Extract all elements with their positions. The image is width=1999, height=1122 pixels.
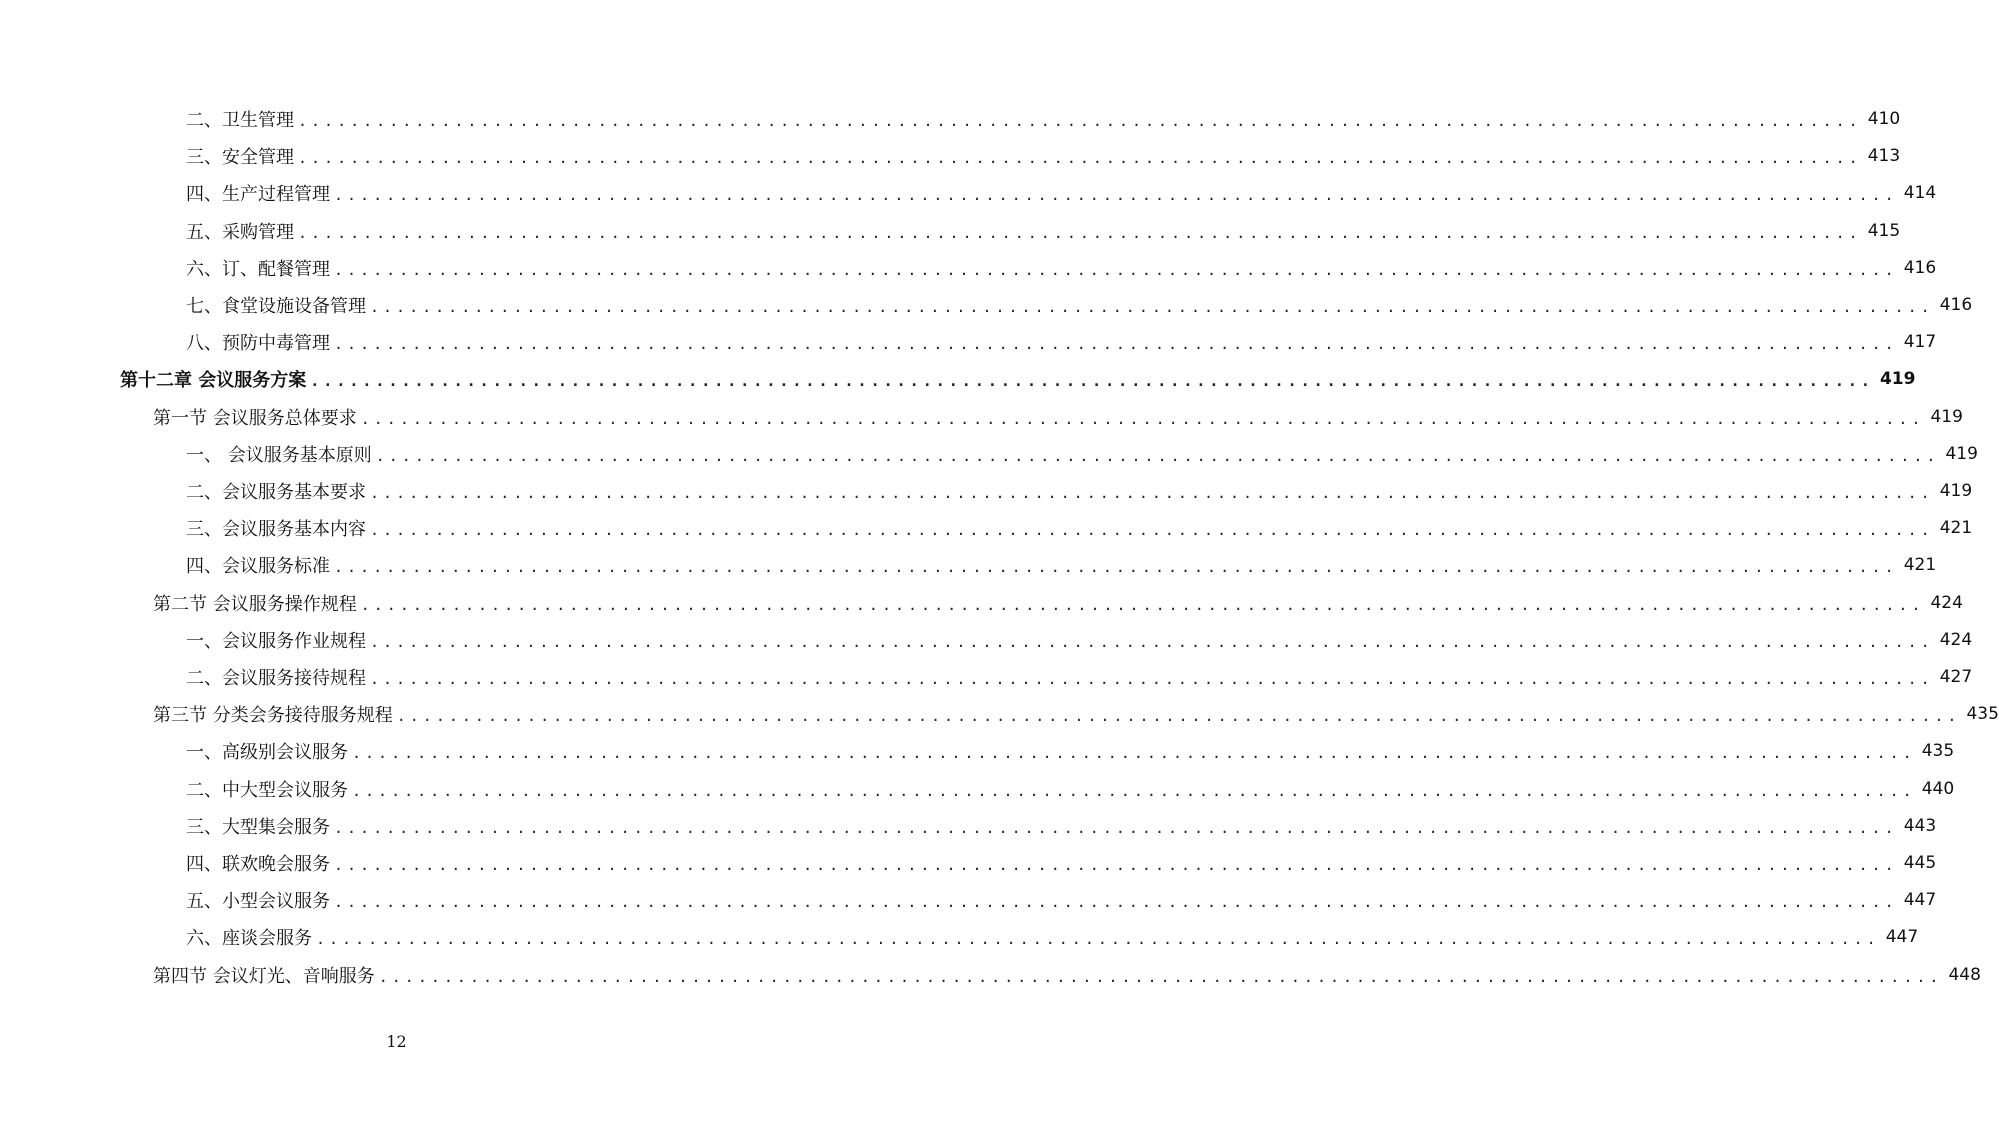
toc-leader-dots: ........................................................................................................................ bbox=[352, 781, 1916, 800]
toc-item-entry[interactable] bbox=[186, 625, 1973, 655]
toc-section-entry[interactable] bbox=[153, 402, 1963, 432]
toc-leader-dots: ........................................................................................................................ bbox=[370, 298, 1934, 316]
toc-item-entry[interactable] bbox=[186, 885, 1937, 915]
toc-entry-title: 四、会议服务标准 bbox=[186, 556, 330, 578]
toc-entry-page: 424 bbox=[1930, 592, 1963, 613]
toc-item-entry[interactable] bbox=[186, 141, 1901, 171]
toc-leader-dots: ........................................................................................................................ bbox=[378, 967, 1943, 986]
toc-item-entry[interactable] bbox=[186, 513, 1973, 543]
toc-leader-dots: ........................................................................................................................ bbox=[370, 670, 1934, 688]
toc-entry-title: 三、会议服务基本内容 bbox=[186, 519, 366, 541]
toc-leader-dots: ........................................................................................................................ bbox=[370, 632, 1934, 651]
toc-leader-dots: ........................................................................................................................ bbox=[298, 223, 1862, 242]
toc-entry-page: 414 bbox=[1903, 183, 1937, 204]
toc-entry-title: 第二节 会议服务操作规程 bbox=[153, 593, 357, 615]
toc-item-entry[interactable] bbox=[186, 736, 1955, 766]
toc-leader-dots: ........................................................................................................................ bbox=[375, 446, 1940, 465]
toc-leader-dots: ........................................................................................................................ bbox=[334, 893, 1898, 912]
toc-entry-title: 四、联欢晚会服务 bbox=[186, 854, 330, 875]
toc-item-entry[interactable] bbox=[186, 178, 1937, 208]
toc-leader-dots: ........................................................................................................................ bbox=[334, 558, 1898, 577]
toc-entry-title: 四、生产过程管理 bbox=[186, 184, 330, 206]
toc-leader-dots: ........................................................................................................................ bbox=[334, 186, 1898, 205]
toc-leader-dots: ........................................................................................................................ bbox=[370, 484, 1934, 502]
toc-entry-page: 448 bbox=[1948, 964, 1981, 985]
toc-entry-title: 一、高级别会议服务 bbox=[186, 742, 348, 764]
toc-entry-title: 六、订、配餐管理 bbox=[186, 258, 330, 280]
toc-leader-dots: ........................................................................................................................ bbox=[310, 372, 1874, 391]
toc-item-entry[interactable] bbox=[186, 253, 1937, 283]
toc-entry-page: 419 bbox=[1939, 481, 1973, 501]
toc-item-entry[interactable] bbox=[186, 848, 1937, 878]
toc-entry-page: 443 bbox=[1903, 815, 1937, 836]
toc-leader-dots: ........................................................................................................................ bbox=[396, 707, 1961, 726]
toc-entry-page: 424 bbox=[1939, 629, 1973, 650]
toc-entry-title: 第十二章 会议服务方案 bbox=[120, 370, 307, 392]
toc-entry-title: 二、会议服务基本要求 bbox=[186, 482, 366, 503]
toc-entry-title: 二、会议服务接待规程 bbox=[186, 668, 366, 689]
toc-entry-page: 421 bbox=[1939, 518, 1973, 539]
toc-entry-title: 八、预防中毒管理 bbox=[186, 333, 330, 355]
toc-entry-page: 435 bbox=[1966, 704, 1999, 725]
toc-item-entry[interactable] bbox=[186, 327, 1937, 357]
toc-section-entry[interactable] bbox=[153, 699, 1999, 729]
toc-leader-dots: ........................................................................................................................ bbox=[298, 149, 1862, 168]
toc-leader-dots: ........................................................................................................................ bbox=[334, 818, 1898, 837]
toc-leader-dots: ........................................................................................................................ bbox=[334, 856, 1898, 874]
toc-entry-page: 419 bbox=[1930, 406, 1963, 427]
toc-entry-page: 419 bbox=[1879, 369, 1916, 390]
toc-entry-title: 第三节 分类会务接待服务规程 bbox=[153, 705, 393, 727]
toc-leader-dots: ........................................................................................................................ bbox=[360, 595, 1925, 614]
toc-item-entry[interactable] bbox=[186, 290, 1973, 320]
toc-item-entry[interactable] bbox=[186, 774, 1955, 804]
toc-section-entry[interactable] bbox=[153, 588, 1963, 618]
toc-entry-title: 七、食堂设施设备管理 bbox=[186, 296, 366, 317]
toc-item-entry[interactable] bbox=[186, 476, 1973, 506]
toc-entry-page: 440 bbox=[1921, 778, 1955, 799]
toc-entry-title: 五、小型会议服务 bbox=[186, 891, 330, 913]
toc-chapter-entry[interactable] bbox=[120, 364, 1916, 394]
toc-entry-page: 427 bbox=[1939, 667, 1973, 687]
toc-item-entry[interactable] bbox=[186, 922, 1919, 952]
toc-entry-page: 416 bbox=[1939, 295, 1973, 315]
toc-entry-page: 417 bbox=[1903, 332, 1937, 353]
toc-leader-dots: ........................................................................................................................ bbox=[334, 260, 1898, 279]
toc-entry-title: 六、座谈会服务 bbox=[186, 928, 312, 950]
toc-leader-dots: ........................................................................................................................ bbox=[298, 112, 1862, 130]
toc-entry-page: 447 bbox=[1885, 927, 1919, 948]
toc-entry-page: 415 bbox=[1867, 220, 1901, 241]
toc-entry-title: 五、采购管理 bbox=[186, 221, 294, 243]
toc-leader-dots: ........................................................................................................................ bbox=[352, 744, 1916, 763]
toc-entry-title: 第四节 会议灯光、音响服务 bbox=[153, 965, 375, 987]
toc-entry-page: 419 bbox=[1945, 443, 1978, 464]
toc-entry-page: 445 bbox=[1903, 853, 1937, 873]
toc-entry-title: 二、卫生管理 bbox=[186, 110, 294, 131]
toc-entry-title: 三、大型集会服务 bbox=[186, 816, 330, 838]
page-number: 12 bbox=[386, 1032, 407, 1051]
toc-item-entry[interactable] bbox=[186, 439, 1978, 469]
toc-item-entry[interactable] bbox=[186, 811, 1937, 841]
toc-entry-page: 416 bbox=[1903, 257, 1937, 278]
toc-item-entry[interactable] bbox=[186, 216, 1901, 246]
toc-leader-dots: ........................................................................................................................ bbox=[334, 335, 1898, 354]
toc-entry-title: 一、会议服务作业规程 bbox=[186, 630, 366, 652]
toc-leader-dots: ........................................................................................................................ bbox=[370, 521, 1934, 540]
toc-item-entry[interactable] bbox=[186, 550, 1937, 580]
toc-entry-title: 三、安全管理 bbox=[186, 147, 294, 169]
toc-entry-page: 413 bbox=[1867, 146, 1901, 167]
toc-entry-title: 第一节 会议服务总体要求 bbox=[153, 407, 357, 429]
toc-entry-page: 410 bbox=[1867, 109, 1901, 129]
toc-leader-dots: ........................................................................................................................ bbox=[360, 409, 1925, 428]
toc-entry-page: 435 bbox=[1921, 741, 1955, 762]
toc-entry-title: 一、 会议服务基本原则 bbox=[186, 444, 372, 466]
toc-entry-title: 二、中大型会议服务 bbox=[186, 779, 348, 801]
toc-item-entry[interactable] bbox=[186, 662, 1973, 692]
toc-item-entry[interactable] bbox=[186, 104, 1901, 134]
toc-section-entry[interactable] bbox=[153, 960, 1981, 990]
toc-leader-dots: ........................................................................................................................ bbox=[316, 930, 1880, 949]
toc-entry-page: 421 bbox=[1903, 555, 1937, 576]
toc-entry-page: 447 bbox=[1903, 890, 1937, 911]
